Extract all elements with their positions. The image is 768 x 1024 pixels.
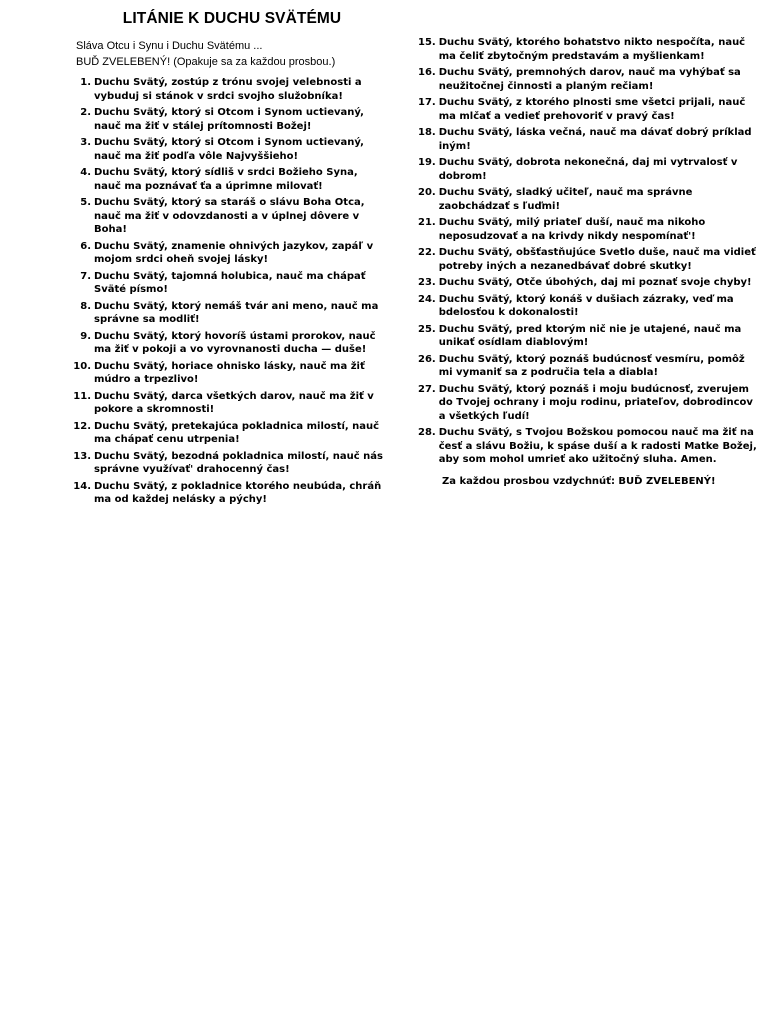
item-text: Duchu Svätý, ktorý poznáš budúcnosť vesmíru, pomôž mi vymaniť sa z područia tela a diabla! — [438, 353, 745, 378]
litany-item — [72, 360, 384, 387]
item-number: 13. — [73, 450, 91, 462]
item-text: Duchu Svätý, sladký učiteľ, nauč ma správne zaobchádzať s ľuďmi! — [438, 187, 693, 212]
item-number: 20. — [418, 187, 436, 198]
item-text: Duchu Svätý, zostúp z trónu svojej velebnosti a vybuduj si stánok v srdci svojho služobníka! — [94, 77, 362, 102]
item-number: 5. — [80, 197, 91, 208]
intro-line: BUĎ ZVELEBENÝ! (Opakuje sa za každou prosbou.) — [76, 56, 336, 68]
item-text: Duchu Svätý, láska večná, nauč ma dávať dobrý príklad iným! — [438, 127, 752, 152]
left-litany-list — [72, 76, 384, 507]
litany-item — [418, 383, 758, 424]
litany-item — [72, 420, 384, 447]
item-number: 7. — [80, 270, 91, 282]
item-text: Duchu Svätý, z pokladnice ktorého neubúda, chráň ma od každej nelásky a pýchy! — [94, 480, 382, 505]
item-text: Duchu Svätý, ktorý nemáš tvár ani meno, nauč ma správne sa modliť! — [94, 300, 379, 325]
litany-item — [72, 330, 384, 357]
item-text: Duchu Svätý, obšťastňujúce Svetlo duše, nauč ma vidieť potreby iných a nezanedbávať dobré skutky! — [438, 247, 756, 272]
item-number: 26. — [418, 353, 436, 365]
item-text: Duchu Svätý, ktorý hovoríš ústami prorokov, nauč ma žiť v pokoji a vo vyrovnanosti ducha — duše! — [94, 330, 376, 355]
litany-item — [72, 390, 384, 417]
item-number: 8. — [80, 300, 91, 312]
litany-item — [418, 353, 758, 380]
litany-item — [418, 276, 758, 290]
item-text: Duchu Svätý, horiace ohnisko lásky, nauč ma žiť múdro a trpezlivo! — [94, 360, 365, 385]
litany-item — [72, 76, 384, 103]
intro-line: Sláva Otcu i Synu i Duchu Svätému ... — [76, 40, 263, 52]
item-number: 15. — [418, 37, 436, 48]
item-text: Duchu Svätý, ktorý konáš v dušiach zázraky, veď ma bdelosťou k dokonalosti! — [438, 293, 734, 318]
litany-item — [418, 186, 758, 213]
litany-item — [418, 246, 758, 273]
litany-item — [72, 300, 384, 327]
item-text: Duchu Svätý, ktorý sa staráš o slávu Boha Otca, nauč ma žiť v odovzdanosti a v úplnej dôvere v Boha! — [94, 197, 365, 235]
item-text: Duchu Svätý, pretekajúca pokladnica milostí, nauč ma chápať cenu utrpenia! — [94, 420, 380, 445]
item-number: 28. — [418, 427, 436, 438]
item-text: Duchu Svätý, tajomná holubica, nauč ma chápať Sväté písmo! — [94, 270, 366, 295]
item-text: Duchu Svätý, znamenie ohnivých jazykov, zapáľ v mojom srdci oheň svojej lásky! — [94, 240, 374, 265]
litany-item — [72, 136, 384, 163]
item-text: Duchu Svätý, milý priateľ duší, nauč ma nikoho neposudzovať a na krivdy nikdy nespomínať'! — [438, 217, 706, 242]
litany-item — [418, 216, 758, 243]
litany-item — [418, 156, 758, 183]
page-title: LITÁNIE K DUCHU SVÄTÉMU — [122, 10, 342, 27]
litany-item — [418, 66, 758, 93]
item-number: 23. — [418, 277, 436, 288]
item-number: 9. — [80, 330, 91, 342]
litany-item — [418, 426, 758, 467]
item-text: Duchu Svätý, ktorého bohatstvo nikto nespočíta, nauč ma čeliť zbytočným predstavám a myšlienkam! — [438, 37, 746, 62]
litany-item — [72, 196, 384, 237]
item-number: 10. — [73, 360, 91, 372]
litany-item — [418, 96, 758, 123]
item-number: 21. — [418, 217, 436, 228]
item-text: Duchu Svätý, darca všetkých darov, nauč ma žiť v pokore a skromnosti! — [94, 390, 374, 415]
item-number: 6. — [80, 240, 91, 252]
item-number: 16. — [418, 67, 436, 78]
litany-item — [418, 126, 758, 153]
item-number: 12. — [73, 420, 91, 432]
item-number: 22. — [418, 247, 436, 258]
litany-item — [418, 293, 758, 320]
right-column — [418, 30, 758, 488]
item-number: 27. — [418, 383, 436, 395]
item-text: Duchu Svätý, premnohých darov, nauč ma vyhýbať sa neužitočnej činnosti a planým rečiam! — [438, 67, 741, 92]
item-text: Duchu Svätý, Otče úbohých, daj mi poznať svoje chyby! — [438, 277, 752, 288]
item-text: Duchu Svätý, s Tvojou Božskou pomocou nauč ma žiť na česť a slávu Božiu, k spáse duší a k radosti Matke Božej, aby som mohol umrieť ako užitočný sluha. Amen. — [438, 427, 757, 465]
item-number: 11. — [73, 390, 91, 402]
item-text: Duchu Svätý, ktorý poznáš i moju budúcnosť, zverujem do Tvojej ochrany i moju rodinu, priateľov, dobrodincov a všetkých ľudí! — [438, 383, 753, 422]
item-number: 24. — [418, 293, 436, 305]
item-text: Duchu Svätý, pred ktorým nič nie je utajené, nauč ma unikať osídlam diablovým! — [438, 323, 742, 348]
item-number: 3. — [80, 137, 91, 148]
item-number: 2. — [80, 107, 91, 118]
litany-item — [418, 323, 758, 350]
item-number: 4. — [80, 167, 91, 178]
item-number: 1. — [80, 77, 91, 88]
item-text: Duchu Svätý, ktorý si Otcom i Synom uctievaný, nauč ma žiť podľa vôle Najvyššieho! — [94, 137, 364, 162]
litany-item — [72, 450, 384, 477]
item-text: Duchu Svätý, z ktorého plnosti sme všetci prijali, nauč ma mlčať a vedieť prehovoriť v pravý čas! — [438, 97, 746, 122]
right-litany-list — [418, 36, 758, 467]
item-text: Duchu Svätý, ktorý si Otcom i Synom uctievaný, nauč ma žiť v stálej prítomnosti Božej! — [94, 107, 364, 132]
litany-item — [72, 240, 384, 267]
intro — [76, 38, 384, 70]
item-number: 19. — [418, 157, 436, 168]
litany-item — [72, 480, 384, 507]
closing-note: Za každou prosbou vzdychnúť: BUĎ ZVELEBENÝ! — [442, 475, 716, 487]
litany-item — [418, 36, 758, 63]
item-number: 14. — [73, 480, 91, 492]
litany-item — [72, 106, 384, 133]
litany-item — [72, 166, 384, 193]
item-number: 17. — [418, 97, 436, 108]
left-column — [72, 10, 384, 510]
item-text: Duchu Svätý, dobrota nekonečná, daj mi vytrvalosť v dobrom! — [438, 157, 738, 182]
item-number: 18. — [418, 127, 436, 138]
litany-item — [72, 270, 384, 297]
item-text: Duchu Svätý, bezodná pokladnica milostí, nauč nás správne využívať' drahocenný čas! — [94, 450, 383, 475]
item-number: 25. — [418, 323, 436, 335]
item-text: Duchu Svätý, ktorý sídliš v srdci Božieho Syna, nauč ma poznávať ťa a úprimne milovať! — [94, 167, 358, 192]
